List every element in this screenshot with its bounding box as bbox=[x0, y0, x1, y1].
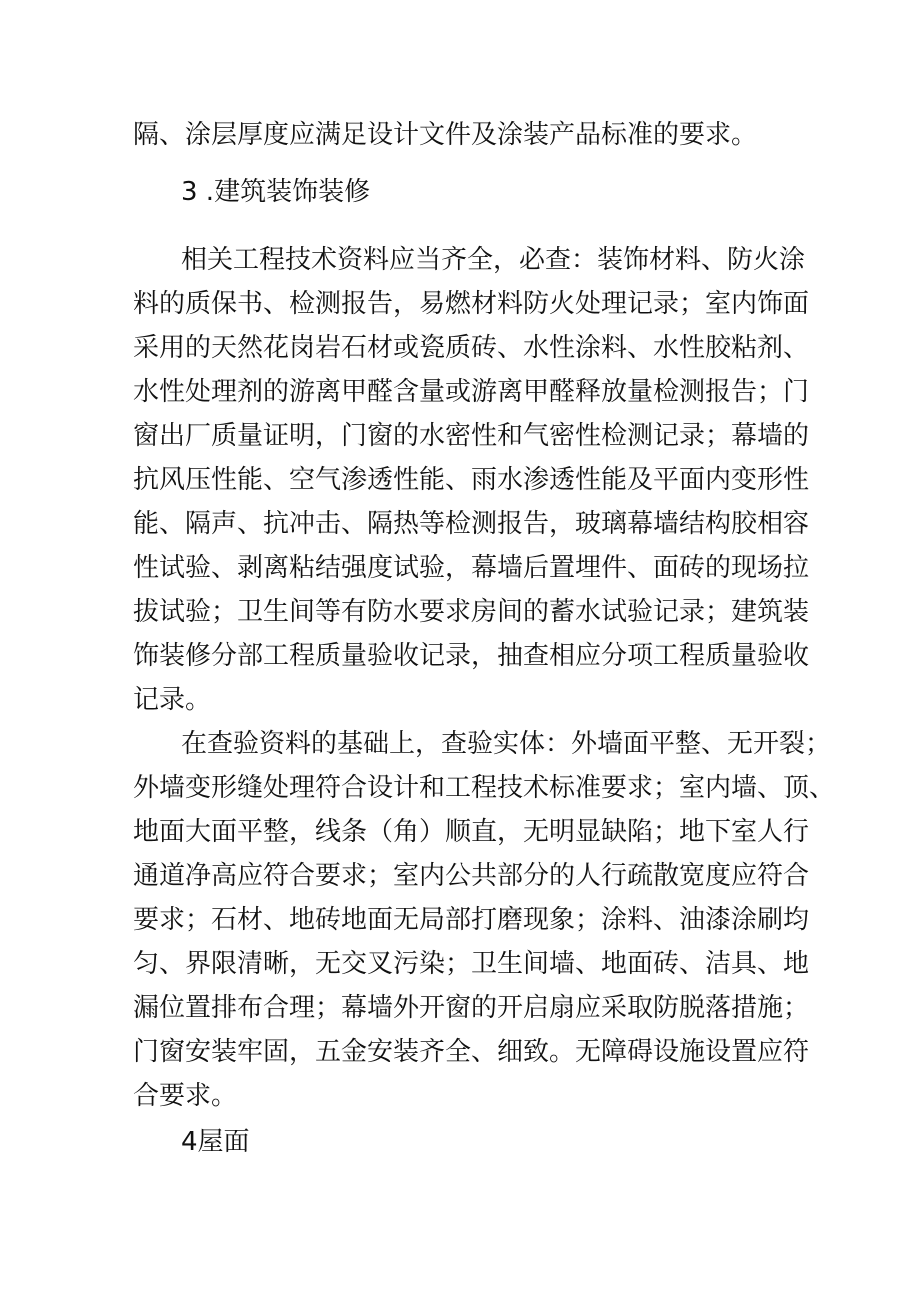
line-text: 匀、界限清晰，无交叉污染；卫生间墙、地面砖、洁具、地 bbox=[133, 949, 810, 979]
line-text: 地面大面平整，线条（角）顺直，无明显缺陷；地下室人行 bbox=[133, 817, 810, 847]
line-text: 采用的天然花岗岩石材或瓷质砖、水性涂料、水性胶粘剂、 bbox=[133, 333, 810, 363]
line-text: 门窗安装牢固，五金安装齐全、细致。无障碍设施设置应符 bbox=[133, 1037, 810, 1067]
line-text: 相关工程技术资料应当齐全，必查：装饰材料、防火涂 bbox=[181, 245, 806, 275]
line-text: 漏位置排布合理；幕墙外开窗的开启扇应采取防脱落措施； bbox=[133, 993, 810, 1023]
line-text: 通道净高应符合要求；室内公共部分的人行疏散宽度应符合 bbox=[133, 861, 810, 891]
line-text: 3 .建筑装饰装修 bbox=[181, 177, 371, 207]
line-text: 要求；石材、地砖地面无局部打磨现象；涂料、油漆涂刷均 bbox=[133, 905, 810, 935]
line-text: 4屋面 bbox=[181, 1127, 250, 1157]
line-text: 合要求。 bbox=[133, 1081, 238, 1111]
line-text: 性试验、剥离粘结强度试验，幕墙后置埋件、面砖的现场拉 bbox=[133, 553, 810, 583]
line-text: 抗风压性能、空气渗透性能、雨水渗透性能及平面内变形性 bbox=[133, 465, 810, 495]
line-text: 水性处理剂的游离甲醛含量或游离甲醛释放量检测报告；门 bbox=[133, 377, 810, 407]
line-text: 在查验资料的基础上，查验实体：外墙面平整、无开裂； bbox=[181, 729, 832, 759]
line-text: 窗出厂质量证明，门窗的水密性和气密性检测记录；幕墙的 bbox=[133, 421, 810, 451]
line-text: 饰装修分部工程质量验收记录，抽查相应分项工程质量验收 bbox=[133, 641, 810, 671]
line-text: 记录。 bbox=[133, 685, 212, 715]
line-text: 料的质保书、检测报告，易燃材料防火处理记录；室内饰面 bbox=[133, 289, 810, 319]
line-text: 能、隔声、抗冲击、隔热等检测报告，玻璃幕墙结构胶相容 bbox=[133, 509, 810, 539]
line-text: 拔试验；卫生间等有防水要求房间的蓄水试验记录；建筑装 bbox=[133, 597, 810, 627]
line-text: 隔、涂层厚度应满足设计文件及涂装产品标准的要求。 bbox=[133, 120, 758, 150]
line-text: 外墙变形缝处理符合设计和工程技术标准要求；室内墙、顶、 bbox=[133, 773, 836, 803]
